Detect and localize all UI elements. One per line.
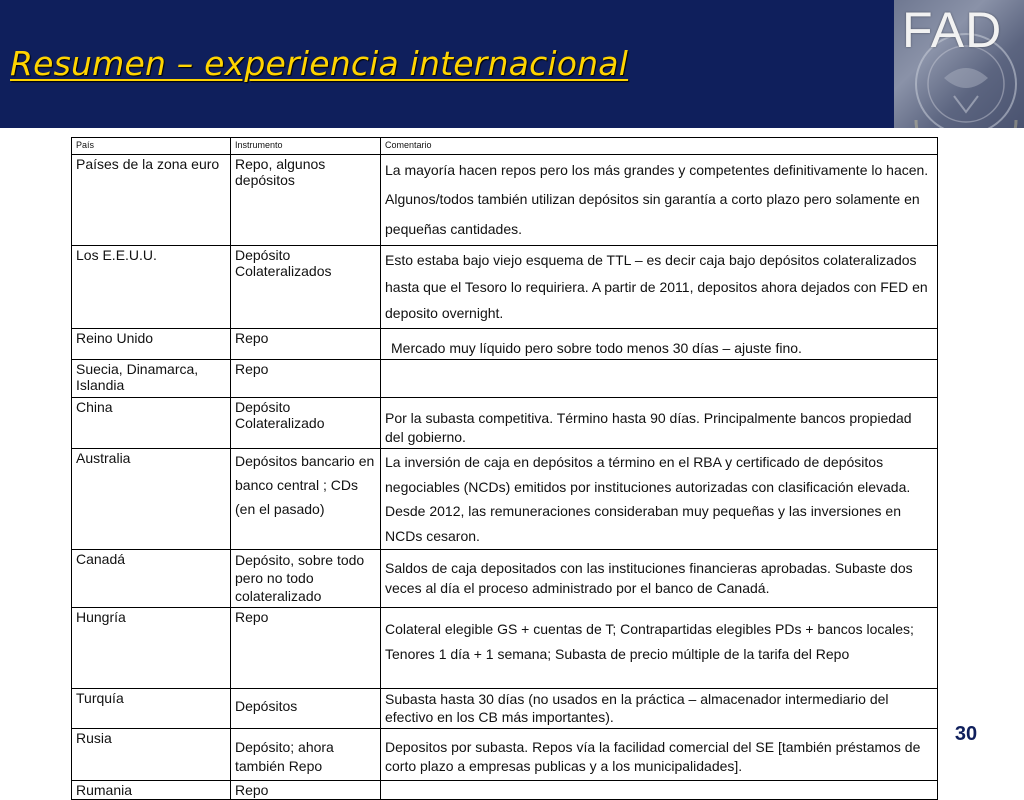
cell-comentario xyxy=(381,550,938,608)
instrument-text: Depósito, sobre todo pero no todo colateralizado xyxy=(235,552,365,605)
cell-comentario xyxy=(381,449,938,550)
comment-text: Mercado muy líquido pero sobre todo menos 30 días – ajuste fino. xyxy=(391,339,802,356)
fad-imf-logo xyxy=(894,0,1024,128)
cell-comentario xyxy=(381,729,938,781)
cell-pais: Australia xyxy=(72,449,231,550)
instrument-text: Depósitos bancario en banco central ; CDs (en el pasado) xyxy=(235,453,375,517)
cell-comentario xyxy=(381,688,938,729)
column-header-instrumento: Instrumento xyxy=(231,138,381,155)
experience-table xyxy=(71,137,938,800)
page-number: 30 xyxy=(954,723,978,745)
cell-instrumento xyxy=(231,449,381,550)
cell-instrumento: Repo xyxy=(231,360,381,398)
table-row xyxy=(72,607,938,688)
comment-text: Esto estaba bajo viejo esquema de TTL – es decir caja bajo depósitos colateralizados hasta que el Tesoro lo requiriera. A partir de 2011, depositos ahora dejados con FED en deposito overnight. xyxy=(385,252,928,322)
comment-text: La inversión de caja en depósitos a término en el RBA y certificado de depósitos negociables (NCDs) emitidos por instituciones autorizadas con clasificación elevada. Desde 2012, las remuneraciones consideraban muy pequeñas y las inversiones en NCDs cesaron. xyxy=(385,454,911,544)
table-row xyxy=(72,246,938,329)
cell-instrumento: Depósito Colateralizado xyxy=(231,398,381,449)
table-row xyxy=(72,328,938,359)
table-row xyxy=(72,729,938,781)
cell-instrumento: Repo xyxy=(231,607,381,688)
cell-instrumento: Repo xyxy=(231,781,381,800)
cell-pais: Países de la zona euro xyxy=(72,155,231,246)
cell-comentario xyxy=(381,607,938,688)
cell-instrumento xyxy=(231,688,381,729)
table-row xyxy=(72,398,938,449)
fad-logo-text: FAD xyxy=(902,2,1003,58)
page-title: Resumen – experiencia internacional xyxy=(10,44,629,83)
comment-text: Saldos de caja depositados con las instituciones financieras aprobadas. Subaste dos veces al día el proceso administrado por el banco de Canadá. xyxy=(385,560,913,596)
table-row xyxy=(72,360,938,398)
cell-comentario xyxy=(381,781,938,800)
comment-text: Subasta hasta 30 días (no usados en la práctica – almacenador intermediario del efectivo en los CB más importantes). xyxy=(385,690,889,726)
table-row xyxy=(72,781,938,800)
column-header-comentario: Comentario xyxy=(381,138,938,155)
cell-instrumento xyxy=(231,729,381,781)
table-row xyxy=(72,550,938,608)
cell-pais: Los E.E.U.U. xyxy=(72,246,231,329)
column-header-pais: País xyxy=(72,138,231,155)
cell-pais: Suecia, Dinamarca, Islandia xyxy=(72,360,231,398)
comment-text: Colateral elegible GS + cuentas de T; Contrapartidas elegibles PDs + bancos locales; Tenores 1 día + 1 semana; Subasta de precio múltiple de la tarifa del Repo xyxy=(385,620,914,663)
table-header-row xyxy=(72,138,938,155)
cell-pais: China xyxy=(72,398,231,449)
comment-text: Depositos por subasta. Repos vía la facilidad comercial del SE [también préstamos de corto plazo a empresas publicas y a los municipalidades]. xyxy=(385,739,921,775)
cell-comentario xyxy=(381,155,938,246)
cell-instrumento xyxy=(231,550,381,608)
instrument-text: Depósitos xyxy=(235,697,298,714)
cell-pais: Hungría xyxy=(72,607,231,688)
instrument-text: Depósito; ahora también Repo xyxy=(235,739,334,775)
cell-pais: Rumania xyxy=(72,781,231,800)
cell-comentario xyxy=(381,398,938,449)
cell-pais: Turquía xyxy=(72,688,231,729)
cell-comentario xyxy=(381,360,938,398)
cell-instrumento: Repo, algunos depósitos xyxy=(231,155,381,246)
cell-pais: Reino Unido xyxy=(72,328,231,359)
cell-pais: Canadá xyxy=(72,550,231,608)
table-row xyxy=(72,449,938,550)
cell-instrumento: Depósito Colateralizados xyxy=(231,246,381,329)
cell-instrumento: Repo xyxy=(231,328,381,359)
cell-pais: Rusia xyxy=(72,729,231,781)
comment-text: Por la subasta competitiva. Término hasta 90 días. Principalmente bancos propiedad del gobierno. xyxy=(385,410,912,446)
header-banner xyxy=(0,0,1024,128)
comment-text: La mayoría hacen repos pero los más grandes y competentes definitivamente lo hacen. Algunos/todos también utilizan depósitos sin garantía a corto plazo pero solamente en pequeñas cantidades. xyxy=(385,162,929,237)
cell-comentario xyxy=(381,246,938,329)
table-row xyxy=(72,155,938,246)
table-row xyxy=(72,688,938,729)
cell-comentario xyxy=(381,328,938,359)
